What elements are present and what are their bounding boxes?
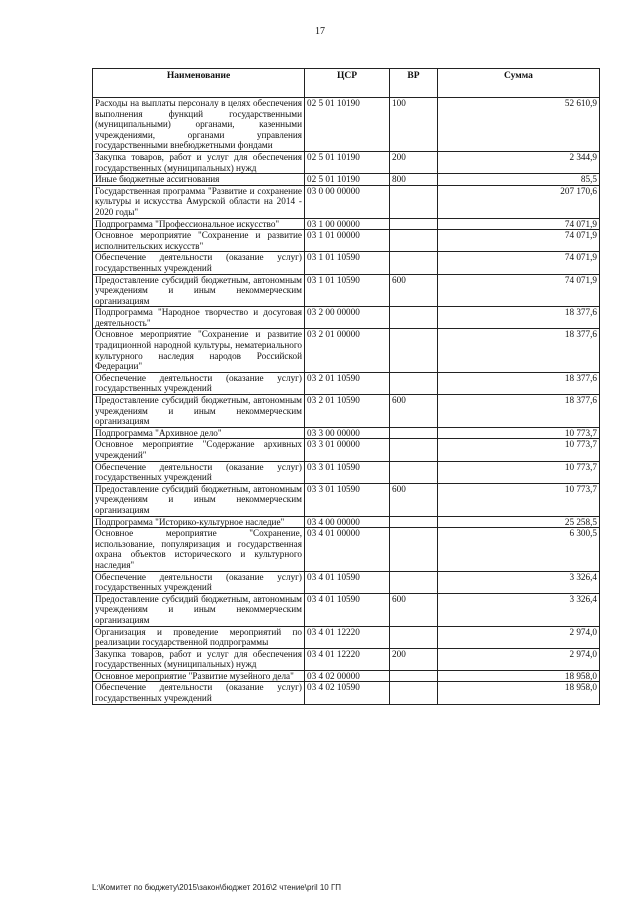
- cell-csr: 03 2 01 10590: [305, 372, 390, 394]
- cell-name: Обеспечение деятельности (оказание услуг) государственных учреждений: [93, 252, 305, 274]
- cell-vr: [390, 252, 438, 274]
- cell-vr: 200: [390, 151, 438, 173]
- cell-vr: 200: [390, 648, 438, 670]
- cell-name: Подпрограмма "Профессиональное искусство": [93, 218, 305, 230]
- table-row: [93, 372, 600, 394]
- cell-name: Основное мероприятие "Сохранение и развитие традиционной народной культуры, нематериального культурного наследия народов Российской Федерации": [93, 329, 305, 372]
- cell-csr: 02 5 01 10190: [305, 151, 390, 173]
- cell-sum: 18 377,6: [438, 372, 600, 394]
- cell-name: Организация и проведение мероприятий по реализации государственной подпрограммы: [93, 626, 305, 648]
- table-row: [93, 648, 600, 670]
- cell-csr: 03 4 01 10590: [305, 593, 390, 626]
- cell-vr: [390, 682, 438, 704]
- cell-name: Основное мероприятие "Сохранение, использование, популяризация и государственная охрана объектов исторического и культурного наследия": [93, 528, 305, 571]
- cell-csr: 03 4 00 00000: [305, 516, 390, 528]
- cell-csr: 03 2 00 00000: [305, 307, 390, 329]
- cell-sum: 74 071,9: [438, 218, 600, 230]
- cell-sum: 18 958,0: [438, 682, 600, 704]
- table-row: [93, 395, 600, 428]
- cell-name: Обеспечение деятельности (оказание услуг) государственных учреждений: [93, 682, 305, 704]
- table-row: [93, 528, 600, 571]
- cell-vr: 600: [390, 483, 438, 516]
- cell-name: Подпрограмма "Народное творчество и досуговая деятельность": [93, 307, 305, 329]
- table-row: [93, 439, 600, 461]
- cell-vr: [390, 571, 438, 593]
- cell-name: Обеспечение деятельности (оказание услуг) государственных учреждений: [93, 461, 305, 483]
- cell-sum: 52 610,9: [438, 98, 600, 152]
- cell-name: Предоставление субсидий бюджетным, автономным учреждениям и иным некоммерческим организациям: [93, 483, 305, 516]
- cell-sum: 18 958,0: [438, 670, 600, 682]
- cell-csr: 03 1 01 00000: [305, 230, 390, 252]
- cell-sum: 25 258,5: [438, 516, 600, 528]
- cell-vr: [390, 230, 438, 252]
- cell-csr: 03 3 01 10590: [305, 461, 390, 483]
- cell-sum: 10 773,7: [438, 483, 600, 516]
- budget-table: [92, 68, 600, 705]
- header-csr: ЦСР: [305, 69, 390, 98]
- header-vr: ВР: [390, 69, 438, 98]
- cell-csr: 03 3 00 00000: [305, 427, 390, 439]
- cell-name: Подпрограмма "Архивное дело": [93, 427, 305, 439]
- table-row: [93, 252, 600, 274]
- cell-vr: [390, 185, 438, 218]
- cell-csr: 03 4 01 10590: [305, 571, 390, 593]
- table-row: [93, 329, 600, 372]
- cell-name: Закупка товаров, работ и услуг для обеспечения государственных (муниципальных) нужд: [93, 151, 305, 173]
- cell-name: Основное мероприятие "Содержание архивных учреждений": [93, 439, 305, 461]
- cell-csr: 03 4 01 00000: [305, 528, 390, 571]
- table-row: [93, 98, 600, 152]
- cell-vr: [390, 329, 438, 372]
- cell-name: Государственная программа "Развитие и сохранение культуры и искусства Амурской области на 2014 - 2020 годы": [93, 185, 305, 218]
- cell-vr: [390, 516, 438, 528]
- cell-vr: 600: [390, 395, 438, 428]
- cell-name: Обеспечение деятельности (оказание услуг) государственных учреждений: [93, 372, 305, 394]
- cell-sum: 10 773,7: [438, 439, 600, 461]
- cell-csr: 03 1 01 10590: [305, 252, 390, 274]
- cell-name: Расходы на выплаты персоналу в целях обеспечения выполнения функций государственными (муниципальными) органами, казенными учреждениями, органами управления государственными внебюджетными фондами: [93, 98, 305, 152]
- table-row: [93, 427, 600, 439]
- cell-vr: 100: [390, 98, 438, 152]
- cell-csr: 03 1 01 10590: [305, 274, 390, 307]
- cell-vr: [390, 461, 438, 483]
- table-row: [93, 230, 600, 252]
- cell-csr: 03 2 01 00000: [305, 329, 390, 372]
- table-row: [93, 461, 600, 483]
- table-row: [93, 626, 600, 648]
- cell-vr: 600: [390, 593, 438, 626]
- cell-sum: 3 326,4: [438, 593, 600, 626]
- cell-csr: 03 4 02 10590: [305, 682, 390, 704]
- cell-name: Обеспечение деятельности (оказание услуг) государственных учреждений: [93, 571, 305, 593]
- cell-sum: 2 974,0: [438, 648, 600, 670]
- cell-vr: [390, 307, 438, 329]
- cell-sum: 18 377,6: [438, 395, 600, 428]
- cell-sum: 207 170,6: [438, 185, 600, 218]
- cell-sum: 18 377,6: [438, 307, 600, 329]
- table-row: [93, 593, 600, 626]
- cell-csr: 03 3 01 10590: [305, 483, 390, 516]
- cell-sum: 85,5: [438, 174, 600, 186]
- table-row: [93, 670, 600, 682]
- cell-name: Основное мероприятие "Сохранение и развитие исполнительских искусств": [93, 230, 305, 252]
- cell-sum: 18 377,6: [438, 329, 600, 372]
- cell-name: Подпрограмма "Историко-культурное наследие": [93, 516, 305, 528]
- table-row: [93, 682, 600, 704]
- cell-vr: [390, 626, 438, 648]
- cell-name: Закупка товаров, работ и услуг для обеспечения государственных (муниципальных) нужд: [93, 648, 305, 670]
- cell-csr: 02 5 01 10190: [305, 98, 390, 152]
- cell-sum: 74 071,9: [438, 274, 600, 307]
- page-number: 17: [315, 26, 325, 37]
- cell-name: Основное мероприятие "Развитие музейного дела": [93, 670, 305, 682]
- cell-sum: 74 071,9: [438, 230, 600, 252]
- file-path-footer: L:\Комитет по бюджету\2015\закон\бюджет 2016\2 чтение\pril 10 ГП: [92, 883, 342, 892]
- cell-sum: 74 071,9: [438, 252, 600, 274]
- cell-vr: [390, 218, 438, 230]
- cell-name: Предоставление субсидий бюджетным, автономным учреждениям и иным некоммерческим организациям: [93, 395, 305, 428]
- cell-name: Предоставление субсидий бюджетным, автономным учреждениям и иным некоммерческим организациям: [93, 274, 305, 307]
- table-row: [93, 185, 600, 218]
- cell-sum: 6 300,5: [438, 528, 600, 571]
- table-row: [93, 516, 600, 528]
- table-row: [93, 174, 600, 186]
- cell-sum: 3 326,4: [438, 571, 600, 593]
- cell-sum: 10 773,7: [438, 461, 600, 483]
- cell-sum: 2 344,9: [438, 151, 600, 173]
- header-name: Наименование: [93, 69, 305, 98]
- cell-vr: [390, 372, 438, 394]
- cell-csr: 02 5 01 10190: [305, 174, 390, 186]
- cell-name: Иные бюджетные ассигнования: [93, 174, 305, 186]
- cell-csr: 03 1 00 00000: [305, 218, 390, 230]
- cell-vr: 800: [390, 174, 438, 186]
- table-row: [93, 483, 600, 516]
- table-row: [93, 218, 600, 230]
- cell-vr: [390, 528, 438, 571]
- cell-sum: 2 974,0: [438, 626, 600, 648]
- cell-csr: 03 4 01 12220: [305, 626, 390, 648]
- cell-vr: [390, 427, 438, 439]
- header-sum: Сумма: [438, 69, 600, 98]
- cell-csr: 03 0 00 00000: [305, 185, 390, 218]
- table-row: [93, 151, 600, 173]
- table-row: [93, 307, 600, 329]
- table-row: [93, 274, 600, 307]
- cell-csr: 03 3 01 00000: [305, 439, 390, 461]
- cell-csr: 03 4 01 12220: [305, 648, 390, 670]
- cell-name: Предоставление субсидий бюджетным, автономным учреждениям и иным некоммерческим организациям: [93, 593, 305, 626]
- cell-sum: 10 773,7: [438, 427, 600, 439]
- cell-vr: 600: [390, 274, 438, 307]
- cell-vr: [390, 439, 438, 461]
- cell-csr: 03 2 01 10590: [305, 395, 390, 428]
- cell-csr: 03 4 02 00000: [305, 670, 390, 682]
- table-header-row: [93, 69, 600, 98]
- table-row: [93, 571, 600, 593]
- cell-vr: [390, 670, 438, 682]
